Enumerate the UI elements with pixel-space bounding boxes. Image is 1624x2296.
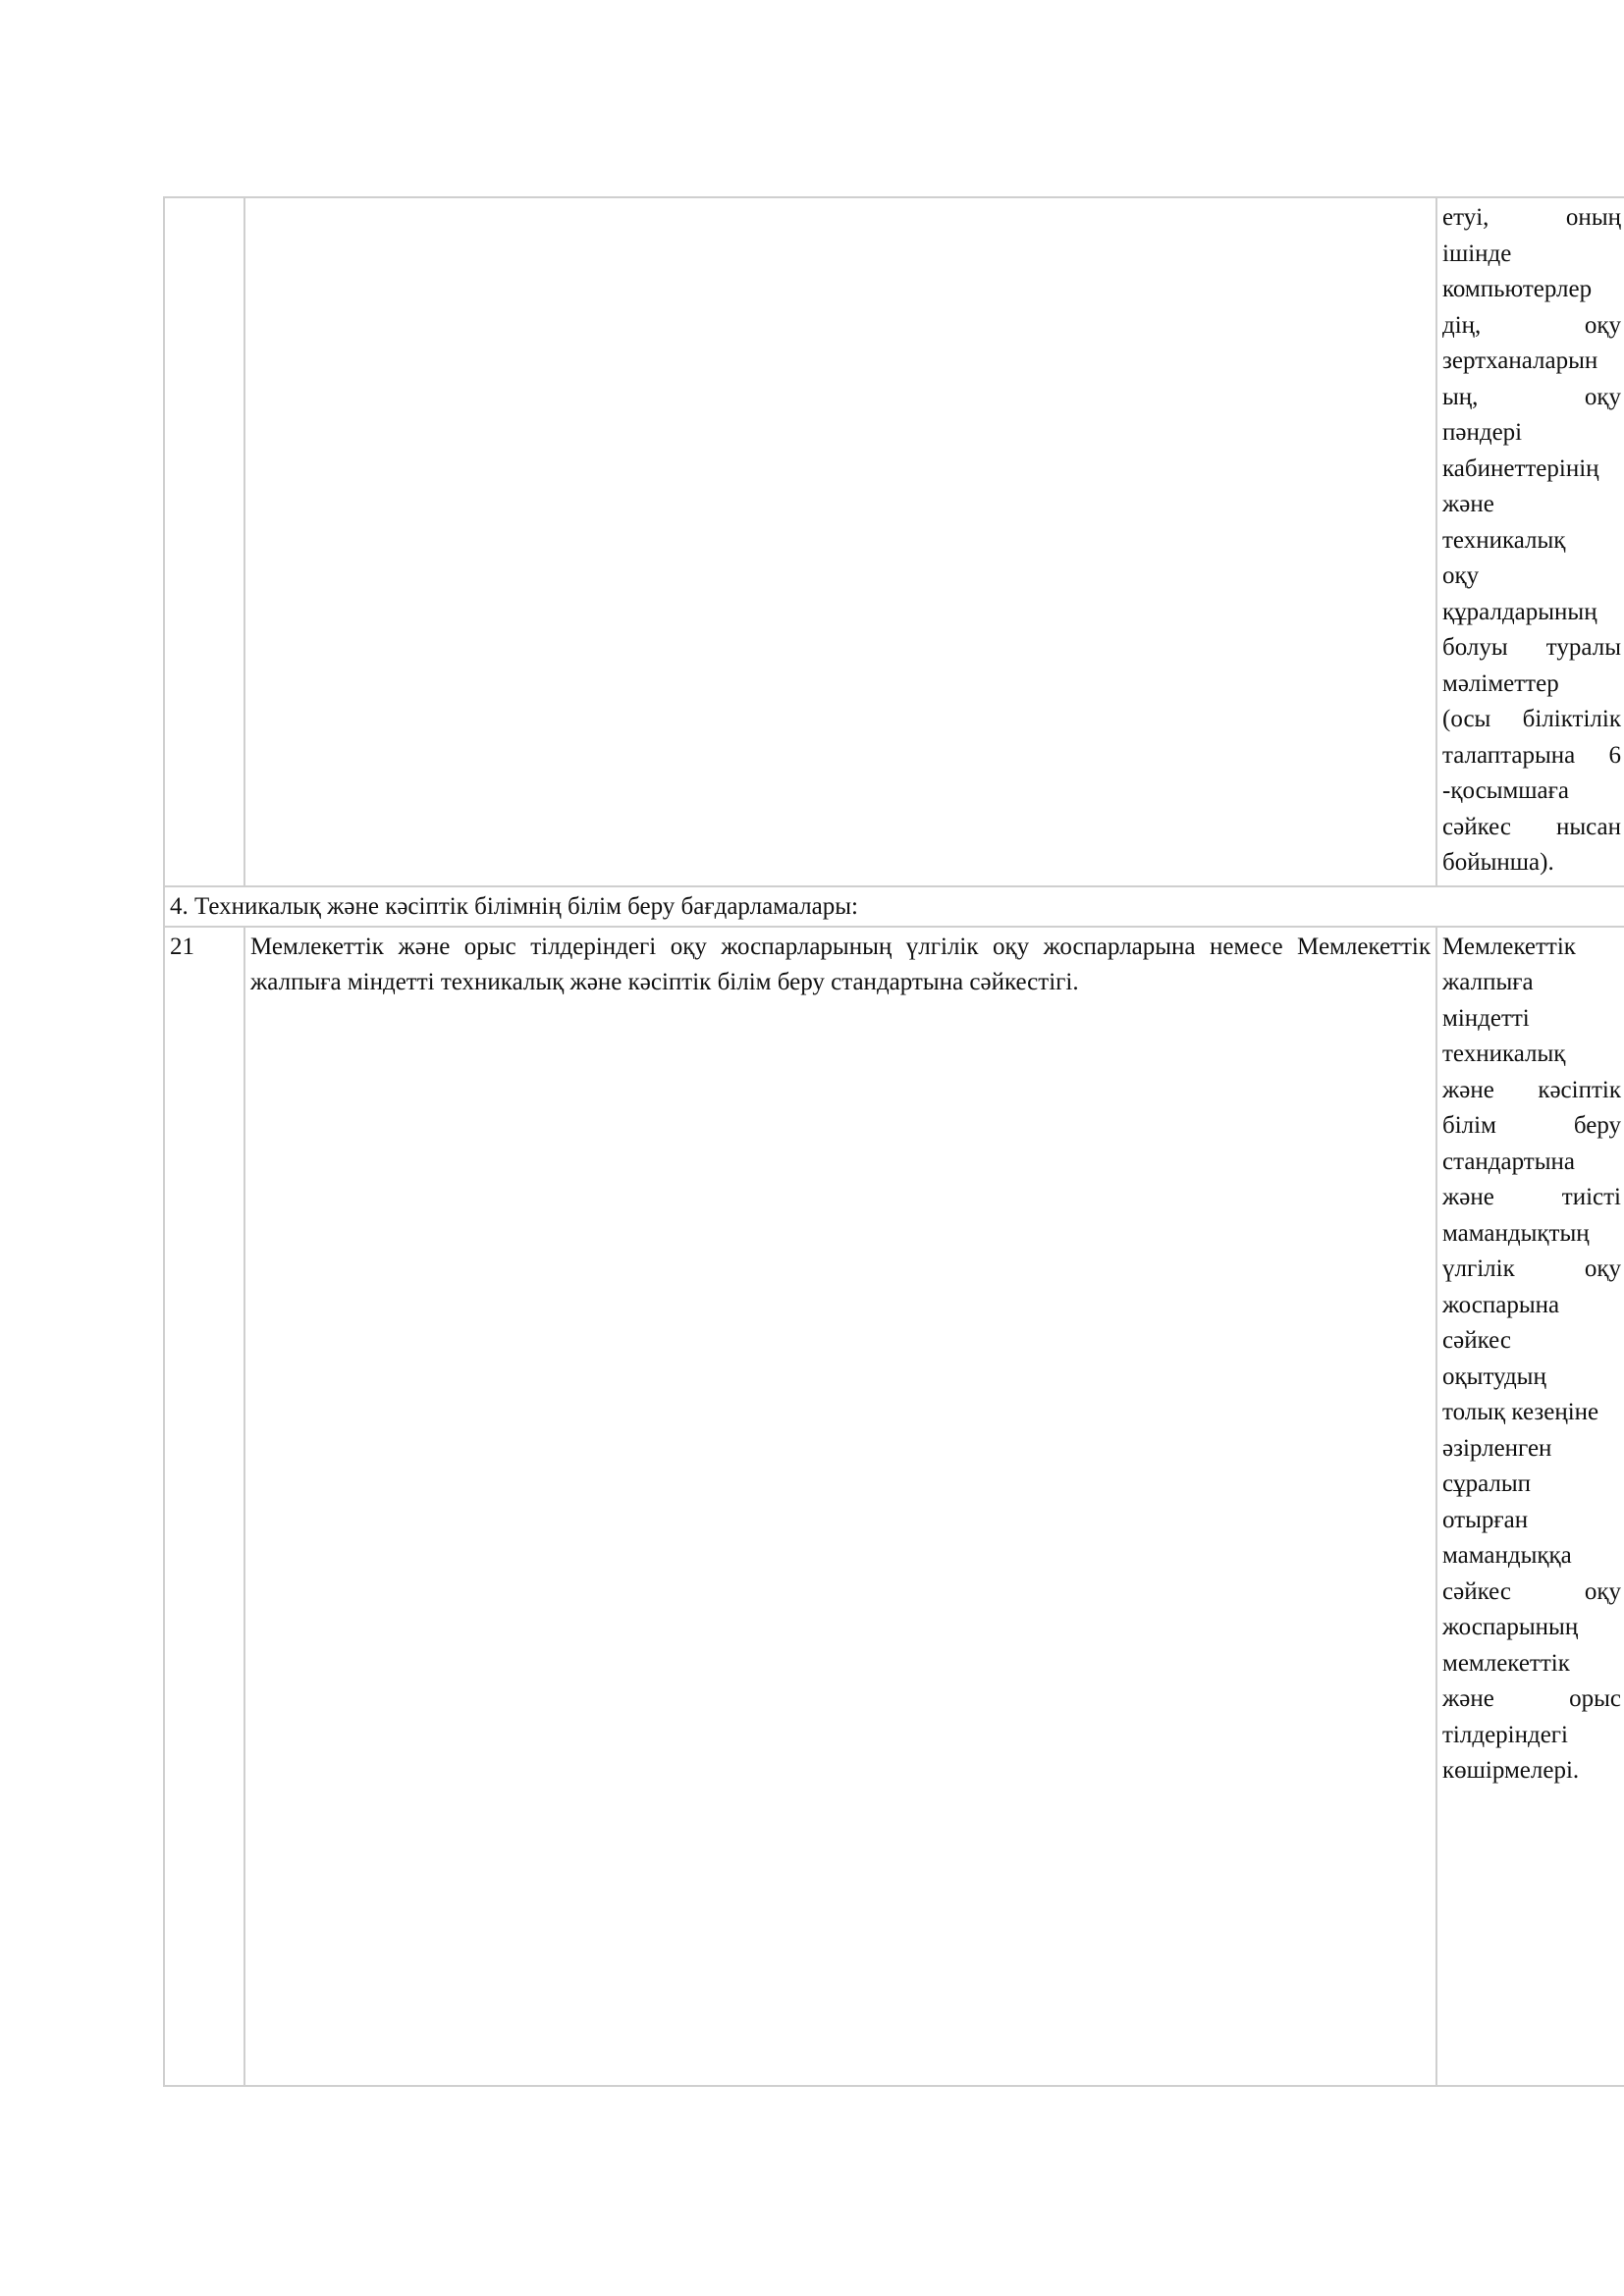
document-line: мәліметтер	[1442, 669, 1559, 697]
section-row	[164, 886, 1624, 927]
table-row	[164, 197, 1624, 886]
document-line: жоспарына	[1442, 1291, 1560, 1318]
document-line: зертханаларын	[1442, 347, 1598, 374]
document-line: мамандықтың	[1442, 1219, 1590, 1247]
document-line: талаптарына 6	[1442, 741, 1621, 769]
document-line: көшірмелері.	[1442, 1757, 1580, 1784]
document-line: сәйкес нысан	[1442, 813, 1621, 840]
document-line: толық кезеңіне	[1442, 1399, 1599, 1425]
document-line: құралдарының	[1442, 598, 1597, 625]
document-line: (осы біліктілік	[1442, 706, 1621, 732]
document-line: жоспарының	[1442, 1614, 1579, 1640]
document-cell	[1436, 197, 1624, 886]
document-line: және кәсіптік	[1442, 1076, 1621, 1103]
document-line: және орыс	[1442, 1685, 1621, 1712]
document-line: оқу	[1442, 562, 1480, 589]
document-line: ың, оқу	[1442, 383, 1621, 410]
document-line: оқытудың	[1442, 1362, 1546, 1390]
requirement-cell	[244, 197, 1436, 886]
section-heading: 4. Техникалық және кәсіптік білімнің білім беру бағдарламалары:	[164, 886, 1624, 927]
document-line: және	[1442, 491, 1494, 517]
document-line: мемлекеттік	[1442, 1649, 1570, 1677]
document-line: тілдеріндегі	[1442, 1721, 1569, 1748]
document-line: етуі, оның	[1442, 204, 1621, 231]
document-cell	[1436, 927, 1624, 2086]
row-number-cell: 21	[164, 927, 244, 2086]
document-line: болуы туралы	[1442, 634, 1621, 661]
document-line: бойынша).	[1442, 849, 1554, 876]
document-line: пәндері	[1442, 419, 1523, 446]
document-line: отырған	[1442, 1506, 1529, 1533]
table-row	[164, 927, 1624, 2086]
requirements-table	[163, 196, 1624, 2087]
document-line: үлгілік оқу	[1442, 1255, 1621, 1282]
document-line: дің, оқу	[1442, 311, 1621, 339]
document-line: сәйкес оқу	[1442, 1577, 1621, 1605]
document-line: техникалық	[1442, 1041, 1566, 1067]
document-line: компьютерлер	[1442, 276, 1593, 302]
document-line: білім беру	[1442, 1112, 1621, 1139]
document-line: ішінде	[1442, 240, 1512, 267]
document-line: және тиісті	[1442, 1184, 1621, 1210]
document-line: кабинеттерінің	[1442, 454, 1599, 482]
document-line: жалпыға	[1442, 969, 1534, 995]
document-line: сәйкес	[1442, 1327, 1511, 1354]
document-line: -қосымшаға	[1442, 777, 1570, 804]
document-line: әзірленген	[1442, 1434, 1552, 1462]
document-line: стандартына	[1442, 1148, 1575, 1175]
document-line: техникалық	[1442, 526, 1566, 554]
document-line: міндетті	[1442, 1004, 1530, 1032]
requirement-cell: Мемлекеттік және орыс тілдеріндегі оқу жоспарларының үлгілік оқу жоспарларына немесе Мемлекеттік жалпыға міндетті техникалық және кәсіптік білім беру стандартына сәйкестігі.	[244, 927, 1436, 2086]
document-line: мамандыққа	[1442, 1542, 1572, 1569]
document-line: сұралып	[1442, 1470, 1532, 1497]
document-line: Мемлекеттік	[1442, 933, 1576, 960]
row-number-cell	[164, 197, 244, 886]
